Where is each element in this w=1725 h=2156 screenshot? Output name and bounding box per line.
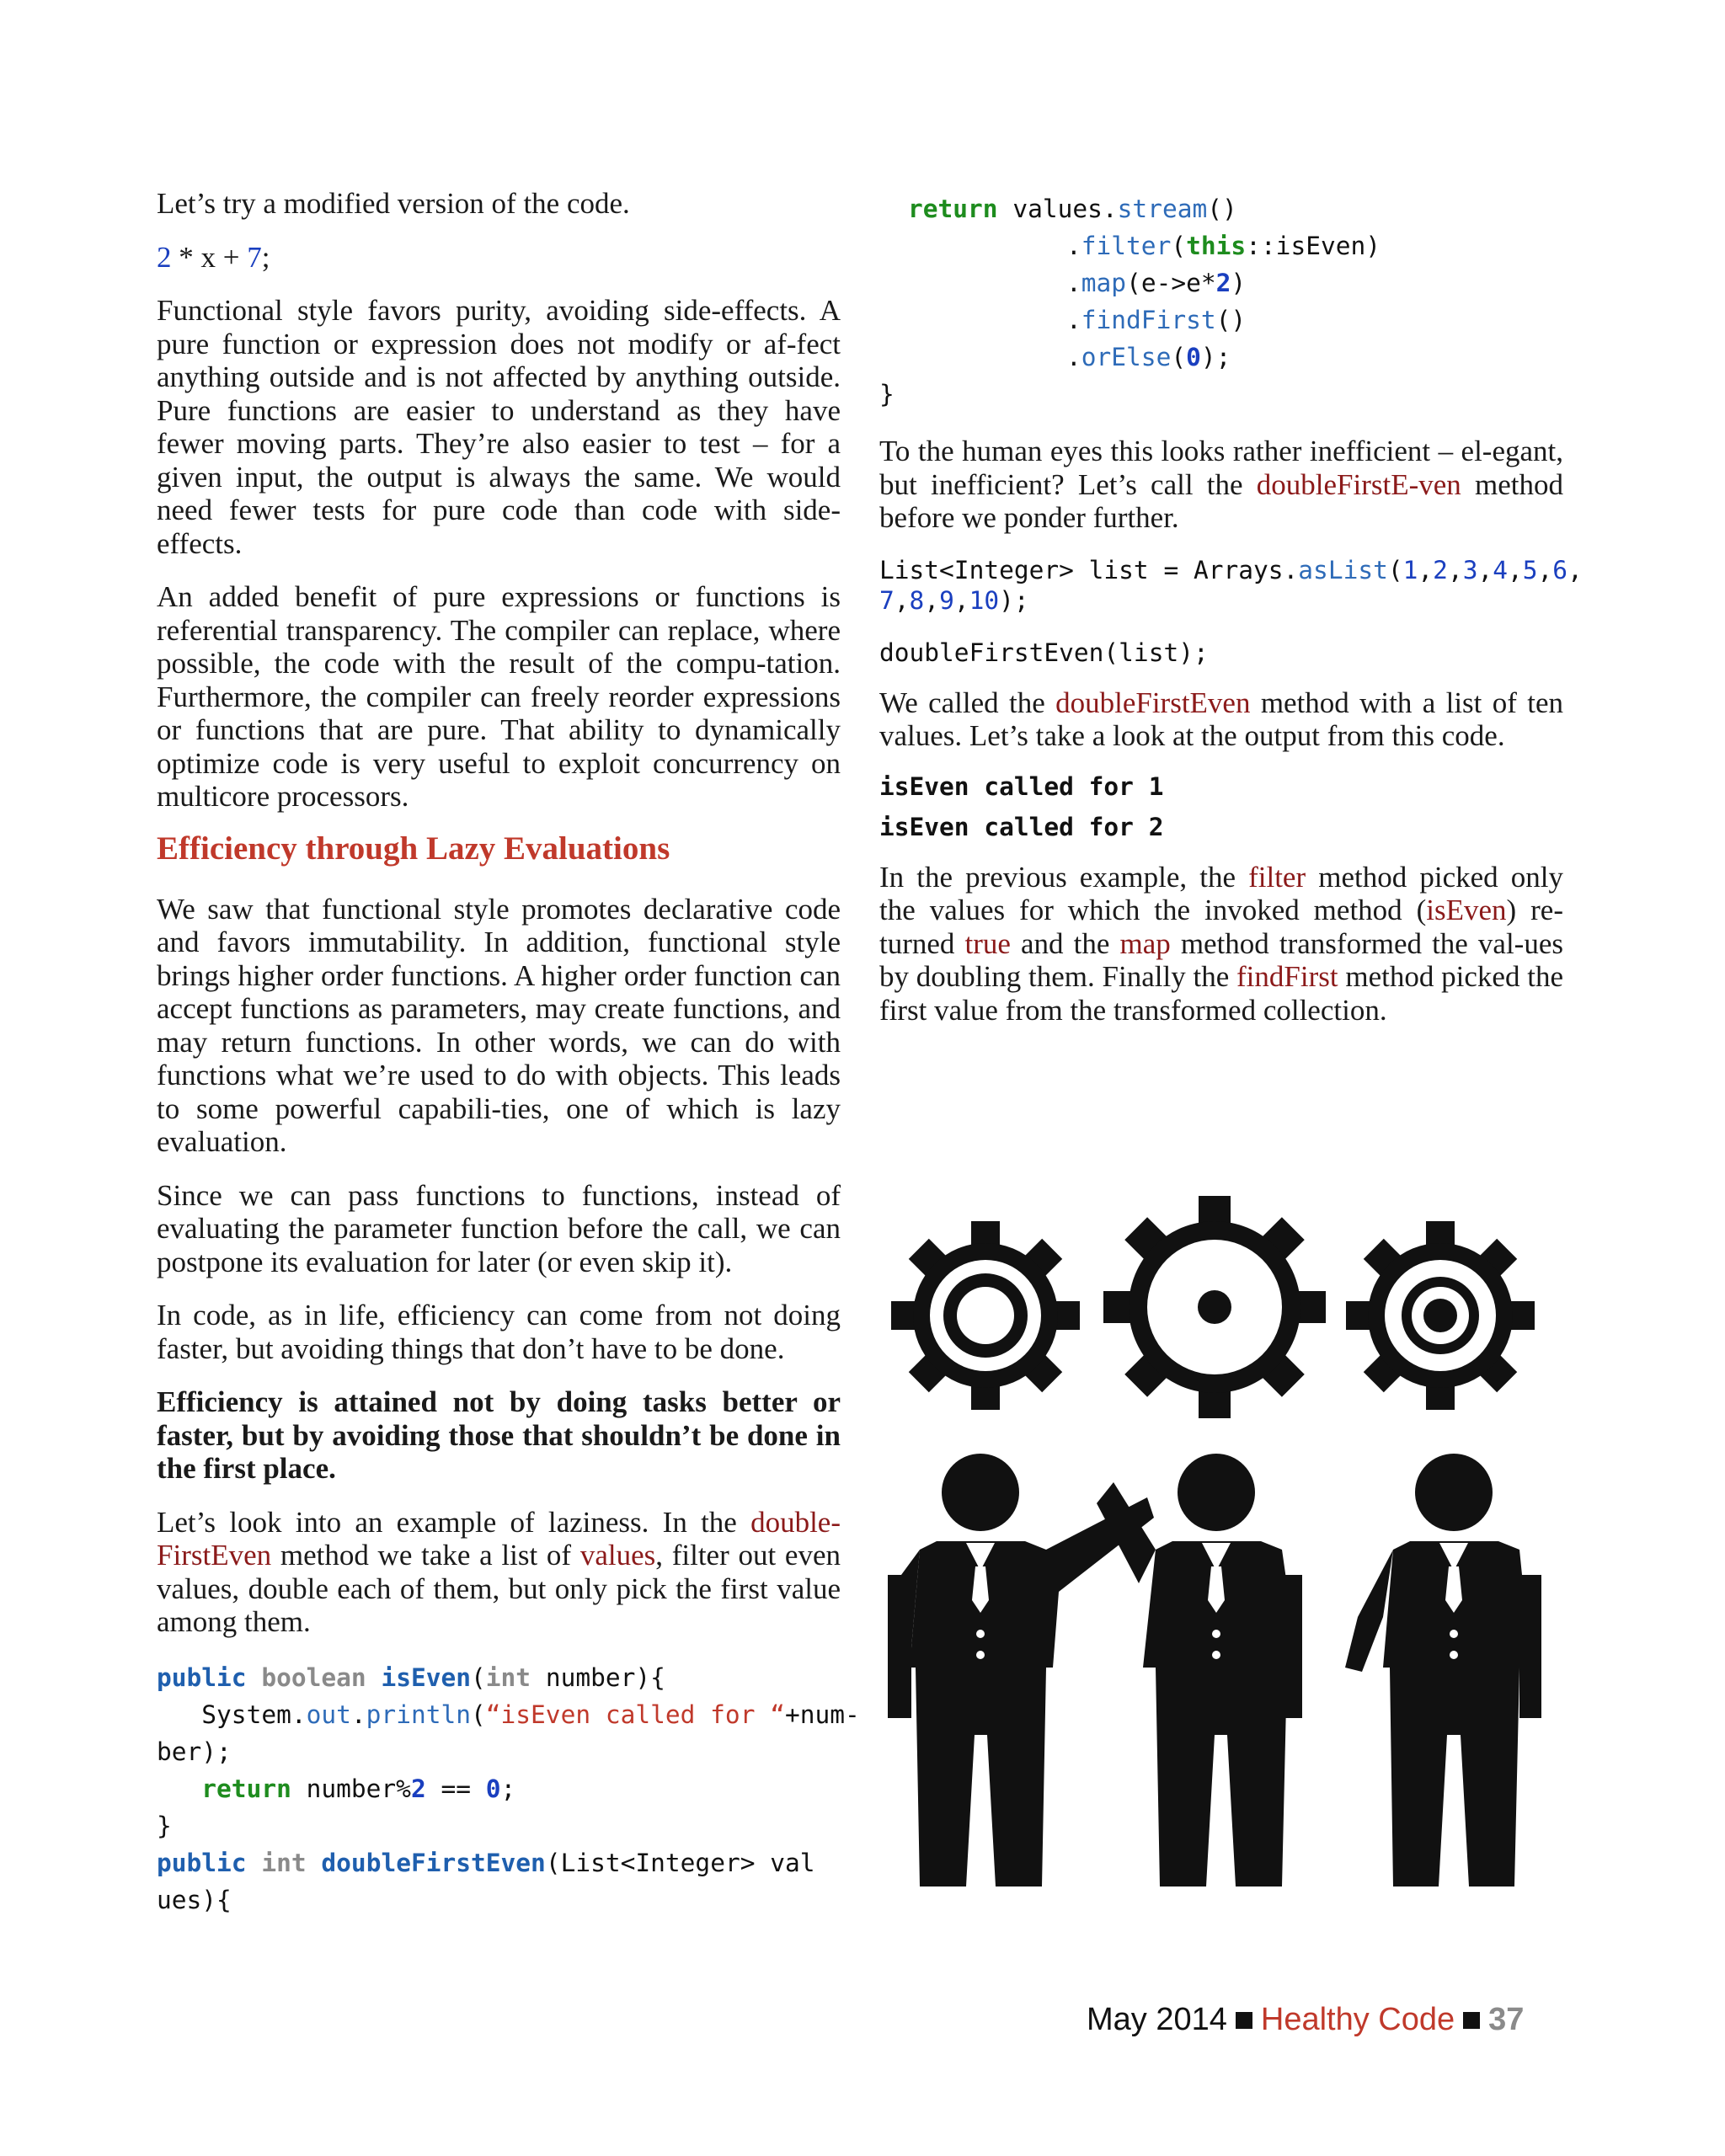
code-number: 9 [939,585,954,615]
footer-date: May 2014 [1087,2002,1227,2037]
text-span: method before we ponder further. [879,467,1563,534]
page-number: 37 [1488,2002,1525,2037]
paragraph-callout: Efficiency is attained not by doing tasks better or faster, but by avoiding those that shouldn’t be done in the first place. [157,1385,841,1485]
gear-middle-icon [1103,1196,1326,1418]
code-method: map [1081,269,1127,297]
code-keyword: public [157,1662,247,1692]
link-values: values [579,1539,656,1572]
code-number: 3 [1462,555,1478,584]
output-line-1: isEven called for 1 [879,771,1164,801]
code-block-list: List<Integer> list = Arrays.asList(1,2,3,4,5,6, 7,8,9,10); [879,555,1583,615]
code-text: . [1066,343,1081,371]
code-number: 1 [1402,555,1418,584]
code-text: } [879,380,895,408]
code-text: ::isEven) [1246,232,1381,260]
code-text: (e->e* [1126,269,1216,297]
paragraph-called [879,686,1563,753]
link-doubleFirstEven: double-FirstEven [157,1505,841,1572]
code-text: ; [500,1774,516,1803]
right-column [879,190,1583,1047]
code-method: stream [1117,195,1208,223]
link-filter: filter [1248,860,1306,894]
code-function-name: doubleFirstEven [321,1848,546,1877]
code-text: List<Integer> list = Arrays. [879,555,1299,584]
gear-left-icon [891,1221,1080,1410]
paragraph-intro: Let’s try a modified version of the code. [157,187,630,220]
code-type: int [261,1848,307,1877]
link-findFirst: findFirst [1236,960,1338,993]
text-span: ) re-turned [879,894,1563,960]
text-span: method picked only the values for which the invoked method ( [879,860,1563,926]
code-type: boolean [261,1662,366,1692]
code-text: ( [1171,343,1187,371]
code-field: out [306,1700,351,1729]
code-number: 4 [1493,555,1508,584]
gear-right-icon [1346,1221,1535,1410]
code-text: ( [471,1700,486,1729]
code-text: ); [999,585,1029,615]
code-method: findFirst [1081,306,1216,334]
code-text: ( [471,1662,486,1692]
text-span: method picked the first value from the transformed collection. [879,960,1563,1027]
code-text: . [1066,306,1081,334]
code-method: filter [1081,232,1172,260]
expression-line [157,241,841,275]
code-number: 2 [1215,269,1231,297]
code-text: number% [291,1774,411,1803]
expr-number-2: 2 [157,240,172,274]
code-text: . [350,1700,366,1729]
code-text: number){ [531,1662,665,1692]
code-text: ( [1387,555,1403,584]
code-text: System. [157,1700,307,1729]
link-doubleFirstEven: doubleFirstE-ven [1256,467,1461,501]
text-span: method we take a list of [271,1539,580,1572]
code-number: 2 [1433,555,1448,584]
square-bullet-icon [1236,2012,1252,2029]
code-type: int [485,1662,531,1692]
code-method: asList [1298,555,1388,584]
code-block-stream [879,190,1563,413]
text-span: To the human eyes this looks rather inefficient – el-egant, but inefficient? Let’s call the [879,435,1563,501]
code-keyword: return [157,1774,291,1803]
code-text: } [157,1811,172,1840]
paragraph-explanation [879,861,1563,1027]
code-text: () [1215,306,1247,334]
code-number: 8 [909,585,925,615]
businessman-right-icon [1345,1454,1541,1886]
code-text: . [1066,232,1081,260]
output-line-2: isEven called for 2 [879,812,1164,841]
code-method: println [366,1700,471,1729]
paragraph-postpone: Since we can pass functions to functions, instead of evaluating the parameter function before the call, we can postpone its evaluation for later (or even skip it). [157,1178,841,1278]
text-span: method transformed the val-ues by doubling them. Finally the [879,926,1563,993]
code-text: +num- [784,1700,860,1729]
code-number: 10 [969,585,1000,615]
code-text: ber); [157,1737,232,1766]
code-keyword: return [908,195,998,223]
code-text: values. [997,195,1118,223]
expr-end: ; [261,240,270,274]
code-number: 7 [879,585,895,615]
paragraph-efficiency: In code, as in life, efficiency can come from not doing faster, but avoiding things that don’t have to be done. [157,1299,841,1365]
link-isEven: isEven [1426,894,1507,926]
text-span: In the previous example, the [879,860,1249,894]
square-bullet-icon [1463,2012,1480,2029]
text-span: method with a list of ten values. Let’s take a look at the output from this code. [879,686,1563,752]
illustration-svg [886,1196,1543,1886]
code-method: orElse [1081,343,1172,371]
code-text: ues){ [157,1885,232,1914]
expr-operator: * x + [171,240,248,274]
paragraph-purity: Functional style favors purity, avoiding side-effects. A pure function or expression does not modify or af-fect anything outside and is not affected by anything outside. Pure functions are easier to understand as they have fewer moving parts. They’re also easier to test – for a given input, the output is always the same. We would need fewer tests for pure code than code with side-effects. [157,294,841,560]
code-number: 2 [410,1774,426,1803]
paragraph-inefficient [879,435,1563,535]
text-span: , filter out even values, double each of them, but only pick the first value among them. [157,1539,841,1638]
page-footer [1087,2002,1524,2038]
code-text: ) [1231,269,1247,297]
code-text: () [1207,195,1237,223]
left-column [157,187,860,1919]
text-span: and the [1010,926,1120,960]
code-string: “isEven called for “ [485,1700,785,1729]
link-true: true [964,926,1011,960]
businessman-middle-icon [1097,1454,1302,1886]
code-function-name: isEven [381,1662,472,1692]
code-number: 5 [1522,555,1538,584]
code-text: . [1066,269,1081,297]
footer-magazine-name: Healthy Code [1260,2002,1455,2037]
code-text: ); [1200,343,1231,371]
code-keyword: this [1186,232,1247,260]
paragraph-higher-order: We saw that functional style promotes declarative code and favors immutability. In addition, functional style brings higher order functions. A higher order function can accept functions as parameters, may create functions, and may return functions. In other words, we can do with functions what we’re used to do with objects. This leads to some powerful capabili-ties, one of which is lazy evaluation. [157,892,841,1158]
code-block-isEven [157,1659,860,1919]
link-doubleFirstEven: doubleFirstEven [1055,686,1251,719]
code-text: (List<Integer> val [545,1848,815,1877]
code-keyword: public [157,1848,247,1877]
code-number: 0 [1186,343,1201,371]
code-text: ( [1171,232,1187,260]
section-heading: Efficiency through Lazy Evaluations [157,830,670,867]
paragraph-laziness-example [157,1506,841,1639]
code-number: 6 [1552,555,1568,584]
text-span: Let’s look into an example of laziness. In the [157,1505,751,1539]
link-map: map [1119,926,1171,960]
paragraph-transparency: An added benefit of pure expressions or functions is referential transparency. The compiler can replace, where possible, the code with the result of the compu-tation. Furthermore, the compiler can freely reorder expressions or functions that are pure. That ability to dynamically optimize code is very useful to exploit concurrency on multicore processors. [157,580,841,813]
text-span: We called the [879,686,1056,719]
code-number: 0 [485,1774,501,1803]
gears-and-businessmen-icon [886,1196,1543,1886]
code-text: == [425,1774,486,1803]
code-call-line: doubleFirstEven(list); [879,638,1209,667]
expr-number-7: 7 [247,240,262,274]
